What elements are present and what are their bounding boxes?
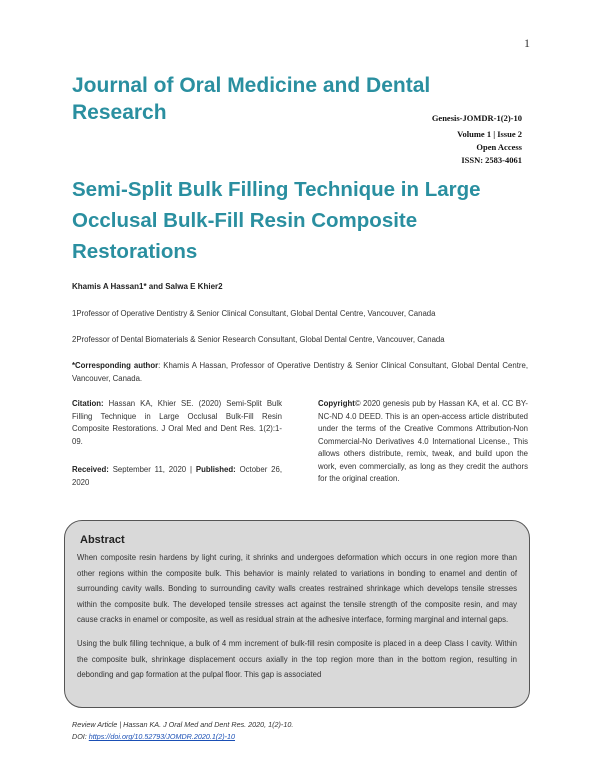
open-access-label: Open Access — [476, 142, 522, 152]
received-label: Received: — [72, 465, 109, 474]
abstract-paragraph: Using the bulk filling technique, a bulk of 4 mm increment of bulk-fill resin composite is placed in a deep Class I cavity. Within the composite bulk, shrinkage displacement occurs axially in the top region more than in the bottom region, resulting in debonding and gap formation at the pulpal floor. This gap is associated — [77, 638, 517, 680]
doi-label: DOI: — [72, 732, 89, 741]
dates — [72, 464, 282, 489]
article-title: Semi-Split Bulk Filling Technique in Large Occlusal Bulk-Fill Resin Composite Restorations — [72, 178, 481, 263]
published-label: Published: — [195, 465, 236, 474]
citation-text: Hassan KA, Khier SE. (2020) Semi-Split Bulk Filling Technique in Large Occlusal Bulk-Fill Resin Composite Restorations. J Oral Med and Dent Res. 1(2):1-09. — [72, 399, 282, 446]
volume-issue: Volume 1 | Issue 2 — [457, 129, 522, 139]
copyright-label: Copyright — [318, 399, 355, 408]
footer-doi — [72, 731, 293, 743]
abstract-paragraph: When composite resin hardens by light curing, it shrinks and undergoes deformation which occurs in one region more than other regions within the composite bulk. This behavior is mainly related to variations in bonding to enamel and dentin of surrounding cavity walls. Bonding to surrounding cavity walls creates restrained shrinkage which develops tensile stresses within the composite bulk. The developed tensile stresses act against the tensile strength of the composite resin, and may cause cracks in enamel or composite, as well as residual strain at the adhesive interface, forming marginal and internal gaps. — [77, 553, 517, 625]
footer — [72, 719, 293, 743]
authors: Khamis A Hassan1* and Salwa E Khier2 — [72, 282, 223, 291]
corresponding-text: : Khamis A Hassan, Professor of Operative Dentistry & Senior Clinical Consultant, Global Dental Centre, Vancouver, Canada. — [72, 361, 528, 383]
citation-label: Citation: — [72, 399, 104, 408]
citation — [72, 398, 282, 448]
abstract-heading: Abstract — [80, 534, 125, 546]
article-meta — [432, 112, 522, 167]
doi-link[interactable]: https://doi.org/10.52793/JOMDR.2020.1(2)-10 — [88, 732, 236, 741]
article-code: Genesis-JOMDR-1(2)-10 — [431, 113, 522, 123]
page-number: 1 — [524, 36, 530, 50]
corresponding-label: *Corresponding author — [72, 361, 159, 370]
corresponding-author — [72, 359, 528, 385]
copyright-text: © 2020 genesis pub by Hassan KA, et al. CC BY-NC-ND 4.0 DEED. This is an open-access article distributed under the terms of the Creative Commons Attribution-Non Commercial-No Derivatives 4.0 International License., This allows others distribute, remix, tweak, and build upon the work, even commercially, as long as they credit the authors for the original creation. — [318, 399, 528, 483]
published-date: October 26, 2020 — [72, 465, 283, 487]
journal-title: Journal of Oral Medicine and Dental Research — [72, 74, 431, 124]
affiliation-2: 2Professor of Dental Biomaterials & Senior Research Consultant, Global Dental Centre, Vancouver, Canada — [72, 335, 445, 344]
abstract-body — [77, 550, 517, 691]
received-date: September 11, 2020 | — [108, 465, 196, 474]
abstract-box — [64, 520, 530, 708]
issn: ISSN: 2583-4061 — [461, 155, 522, 165]
copyright — [318, 398, 528, 486]
footer-citation: Review Article | Hassan KA. J Oral Med and Dent Res. 2020, 1(2)-10. — [72, 720, 294, 729]
affiliation-1: 1Professor of Operative Dentistry & Senior Clinical Consultant, Global Dental Centre, Vancouver, Canada — [72, 309, 436, 318]
